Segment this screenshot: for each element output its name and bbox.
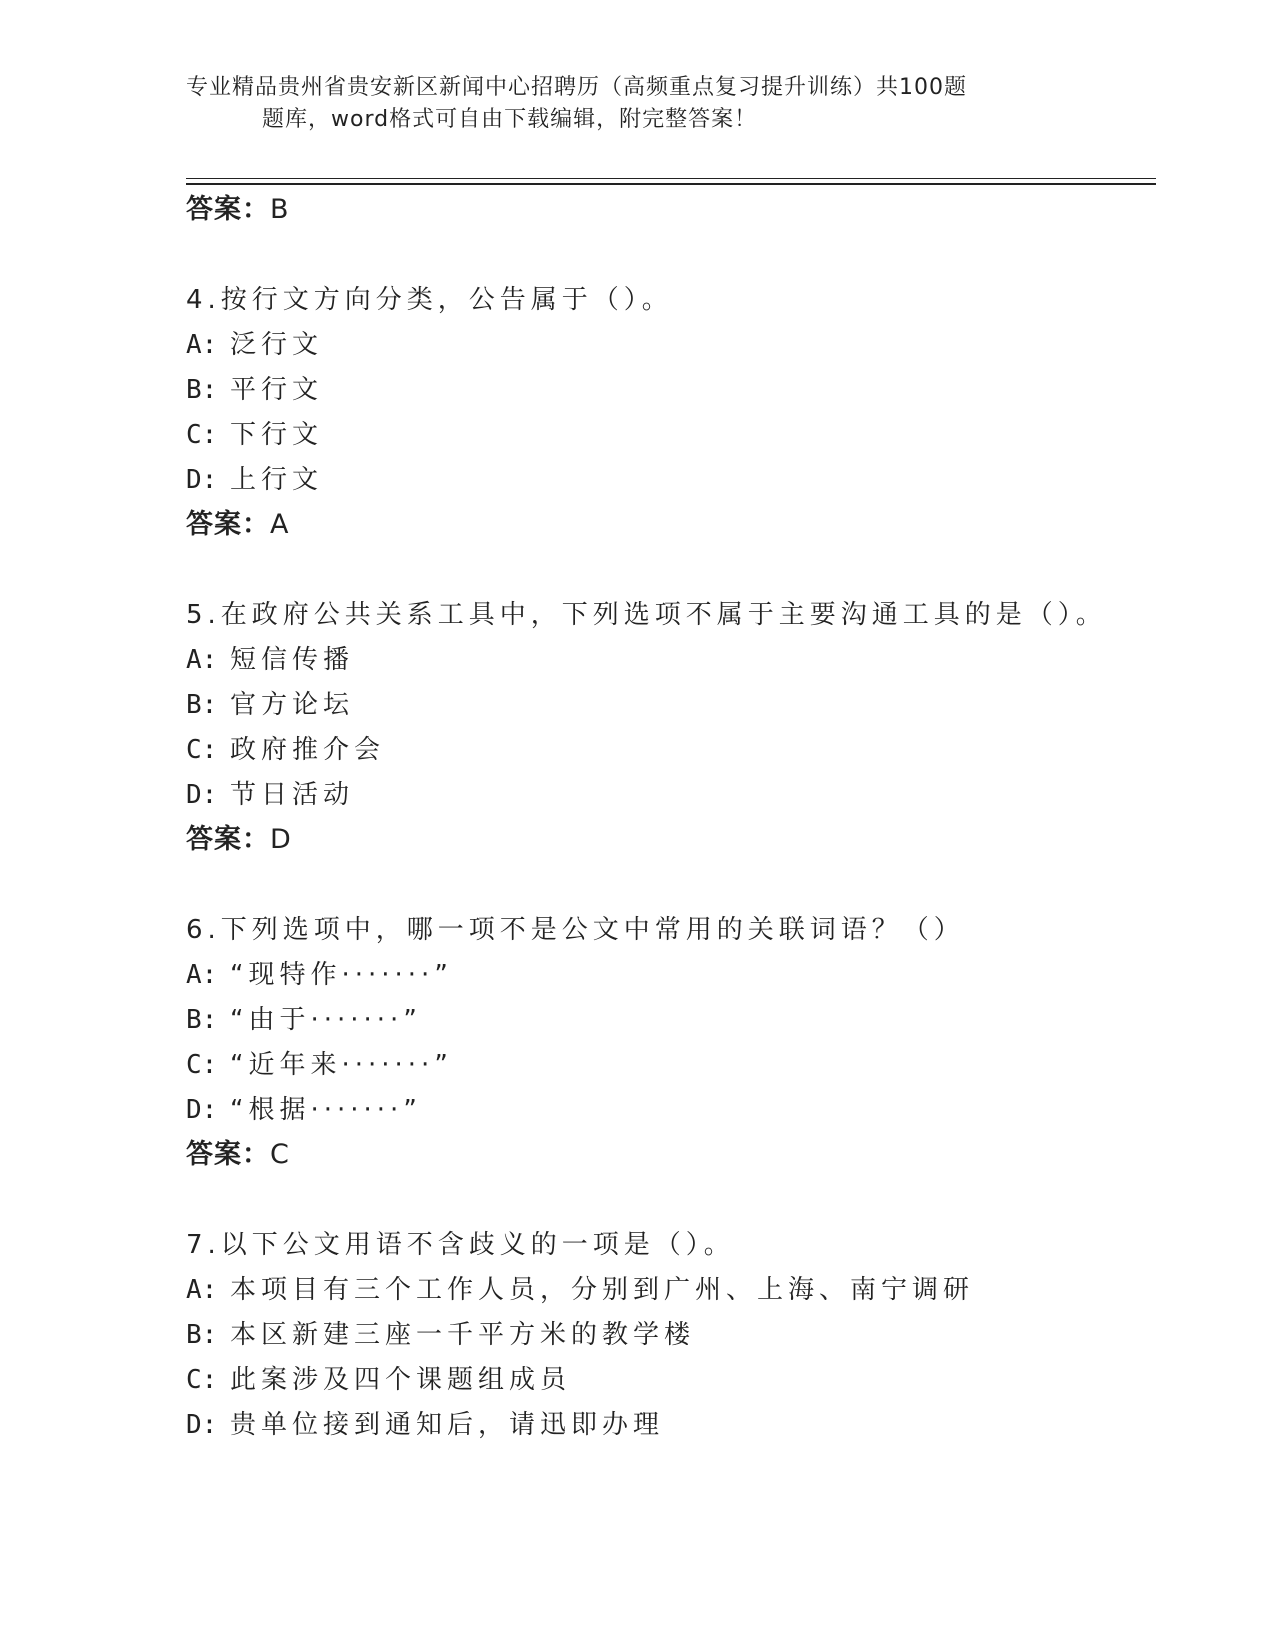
option-b	[186, 368, 1166, 413]
option-text: 本区新建三座一千平方米的教学楼	[230, 1320, 696, 1350]
option-letter: D:	[186, 1410, 218, 1440]
option-text: 贵单位接到通知后，请迅即办理	[230, 1410, 665, 1440]
option-letter: A:	[186, 645, 218, 675]
answer-line	[186, 1133, 1166, 1177]
option-text: 平行文	[230, 375, 324, 405]
option-c	[186, 1043, 1166, 1088]
header-title-line-2: 题库，word格式可自由下载编辑，附完整答案！	[262, 107, 758, 132]
document-body	[186, 188, 1166, 1448]
option-b	[186, 998, 1166, 1043]
option-b	[186, 1313, 1166, 1358]
spacer	[186, 1177, 1166, 1223]
question-text: 4.按行文方向分类，公告属于（）。	[186, 285, 673, 315]
header-rule-thin	[186, 178, 1156, 179]
document-header	[186, 72, 1056, 136]
option-text: 此案涉及四个课题组成员	[230, 1365, 572, 1395]
option-letter: C:	[186, 735, 218, 765]
option-c	[186, 413, 1166, 458]
option-text: “现特作·······”	[230, 960, 453, 990]
option-letter: C:	[186, 1365, 218, 1395]
answer-line-q3	[186, 188, 1166, 232]
option-letter: B:	[186, 690, 218, 720]
option-letter: A:	[186, 960, 218, 990]
option-text: 官方论坛	[230, 690, 355, 720]
question-7	[186, 1223, 1166, 1448]
option-a	[186, 323, 1166, 368]
question-6	[186, 908, 1166, 1177]
question-5	[186, 593, 1166, 862]
answer-label: 答案：	[186, 509, 270, 540]
option-letter: A:	[186, 1275, 218, 1305]
option-d	[186, 1403, 1166, 1448]
option-a	[186, 638, 1166, 683]
option-letter: D:	[186, 465, 218, 495]
option-text: 政府推介会	[230, 735, 386, 765]
header-rule-thick	[186, 183, 1156, 185]
answer-label: 答案：	[186, 824, 270, 855]
option-c	[186, 1358, 1166, 1403]
option-letter: C:	[186, 420, 218, 450]
spacer	[186, 232, 1166, 278]
option-letter: D:	[186, 780, 218, 810]
option-letter: B:	[186, 1320, 218, 1350]
question-4	[186, 278, 1166, 547]
option-text: “根据·······”	[230, 1095, 422, 1125]
answer-value: A	[270, 509, 290, 540]
option-letter: C:	[186, 1050, 218, 1080]
option-text: 短信传播	[230, 645, 355, 675]
question-text: 5.在政府公共关系工具中，下列选项不属于主要沟通工具的是（）。	[186, 600, 1107, 630]
option-a	[186, 1268, 1166, 1313]
question-text: 6.下列选项中，哪一项不是公文中常用的关联词语？（）	[186, 915, 965, 945]
answer-label: 答案：	[186, 1139, 270, 1170]
option-b	[186, 683, 1166, 728]
option-d	[186, 458, 1166, 503]
answer-label: 答案：	[186, 194, 270, 225]
answer-line	[186, 503, 1166, 547]
option-letter: B:	[186, 375, 218, 405]
answer-value: C	[270, 1139, 290, 1170]
option-c	[186, 728, 1166, 773]
answer-value: D	[270, 824, 292, 855]
answer-value: B	[270, 194, 290, 225]
header-title-line-1: 专业精品贵州省贵安新区新闻中心招聘历（高频重点复习提升训练）共100题	[186, 75, 967, 100]
option-d	[186, 773, 1166, 818]
option-text: 本项目有三个工作人员，分别到广州、上海、南宁调研	[230, 1275, 975, 1305]
option-letter: D:	[186, 1095, 218, 1125]
option-text: 节日活动	[230, 780, 355, 810]
option-d	[186, 1088, 1166, 1133]
option-text: “由于·······”	[230, 1005, 422, 1035]
option-letter: B:	[186, 1005, 218, 1035]
option-text: “近年来·······”	[230, 1050, 453, 1080]
spacer	[186, 862, 1166, 908]
option-text: 下行文	[230, 420, 324, 450]
option-a	[186, 953, 1166, 998]
spacer	[186, 547, 1166, 593]
option-text: 泛行文	[230, 330, 324, 360]
option-text: 上行文	[230, 465, 324, 495]
answer-line	[186, 818, 1166, 862]
question-text: 7.以下公文用语不含歧义的一项是（）。	[186, 1230, 735, 1260]
option-letter: A:	[186, 330, 218, 360]
